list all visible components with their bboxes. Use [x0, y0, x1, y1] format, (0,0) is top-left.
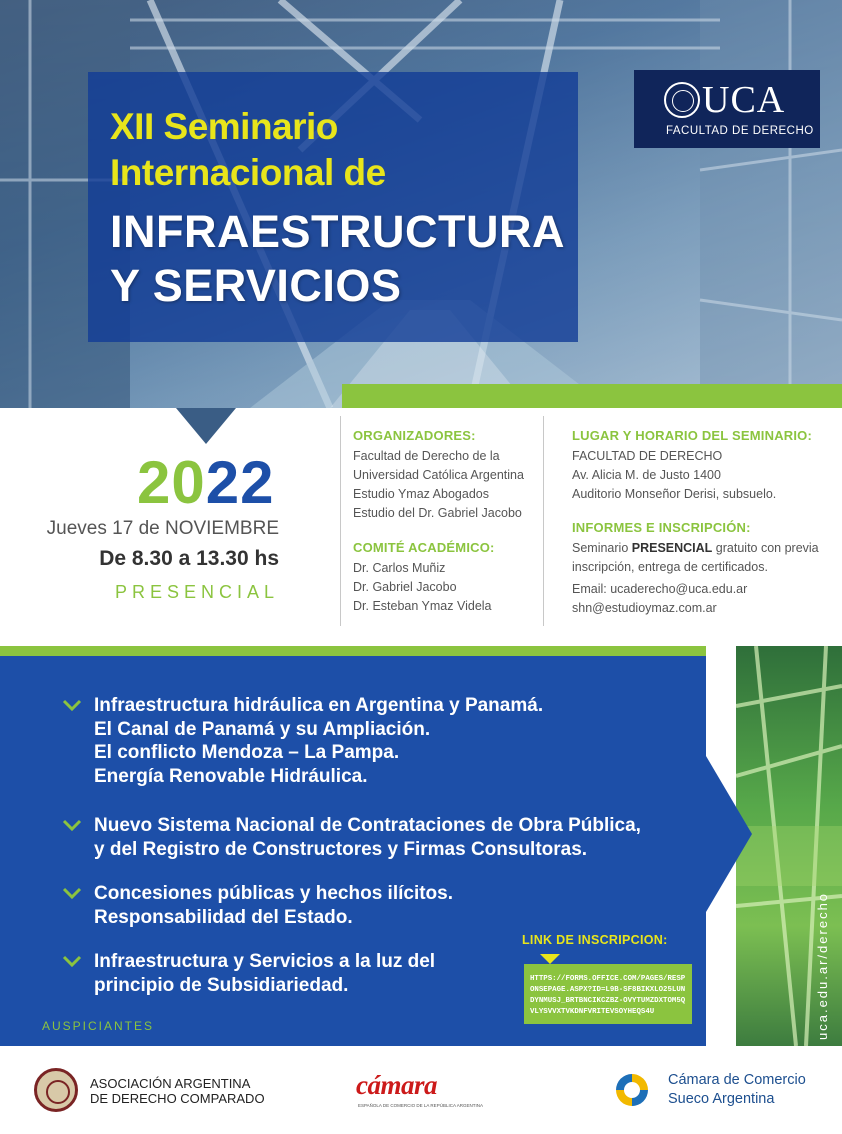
informes-line-2: inscripción, entrega de certificados.	[572, 560, 768, 574]
topic-line: Nuevo Sistema Nacional de Contrataciones de Obra Pública,	[94, 815, 641, 836]
event-mode: PRESENCIAL	[114, 582, 279, 602]
comite-member: Dr. Gabriel Jacobo	[353, 580, 457, 594]
lugar-heading: LUGAR Y HORARIO DEL SEMINARIO:	[572, 428, 813, 443]
organizador-line: Estudio Ymaz Abogados	[353, 487, 489, 501]
informes-block	[572, 520, 819, 618]
comite-member: Dr. Esteban Ymaz Videla	[353, 599, 492, 613]
sponsors-bar	[0, 1046, 842, 1134]
sueco-logo-icon	[612, 1070, 652, 1110]
lugar-line: Av. Alicia M. de Justo 1400	[572, 468, 721, 482]
lugar-line: Auditorio Monseñor Derisi, subsuelo.	[572, 487, 777, 501]
vertical-url: uca.edu.ar/derecho	[815, 891, 830, 1040]
title-box	[88, 72, 578, 342]
year-part-2: 22	[205, 449, 275, 516]
hero-banner	[0, 0, 842, 408]
sponsor-camara-subtitle: ESPAÑOLA DE COMERCIO DE LA REPÚBLICA ARGENTINA	[358, 1103, 483, 1108]
down-arrow-icon	[176, 408, 236, 444]
aadc-seal-icon	[34, 1068, 78, 1112]
topic-item	[62, 950, 435, 997]
informes-text: gratuito con previa	[712, 541, 819, 555]
registration-link[interactable]	[524, 964, 692, 1024]
sponsor-aadc-line-1: ASOCIACIÓN ARGENTINA	[90, 1076, 251, 1091]
sponsor-sueco-line-1: Cámara de Comercio	[668, 1072, 806, 1088]
sponsor-aadc-line-2: DE DERECHO COMPARADO	[90, 1091, 265, 1106]
informes-line-1	[572, 539, 819, 558]
topic-line: Energía Renovable Hidráulica.	[94, 765, 368, 787]
uca-logo	[634, 70, 820, 148]
informes-heading: INFORMES E INSCRIPCIÓN:	[572, 520, 751, 535]
lugar-block	[572, 428, 812, 504]
organizador-line: Estudio del Dr. Gabriel Jacobo	[353, 506, 522, 520]
organizador-line: Universidad Católica Argentina	[353, 468, 524, 482]
sponsor-camara-logo: cámara	[356, 1070, 437, 1100]
event-hours: De 8.30 a 13.30 hs	[99, 547, 279, 570]
comite-member: Dr. Carlos Muñiz	[353, 561, 446, 575]
lugar-line: FACULTAD DE DERECHO	[572, 449, 723, 463]
comite-heading: COMITÉ ACADÉMICO:	[353, 540, 495, 555]
title-line-3: INFRAESTRUCTURA	[110, 206, 565, 257]
green-accent-bar	[0, 646, 706, 656]
event-year	[137, 448, 275, 517]
topic-line: Responsabilidad del Estado.	[94, 906, 353, 928]
info-section	[0, 408, 842, 646]
organizadores-block	[353, 428, 524, 523]
topic-line: y del Registro de Constructores y Firmas Consultoras.	[94, 838, 588, 860]
uca-logo-subtitle: FACULTAD DE DERECHO	[666, 125, 814, 137]
topic-line: Infraestructura y Servicios a la luz del	[94, 951, 436, 972]
check-icon	[62, 814, 86, 861]
comite-block	[353, 540, 495, 616]
title-line-2: Internacional de	[110, 152, 386, 193]
organizadores-heading: ORGANIZADORES:	[353, 428, 476, 443]
right-arrow-icon	[706, 756, 752, 912]
link-title: LINK DE INSCRIPCION:	[522, 933, 668, 947]
link-arrow-icon	[540, 954, 560, 964]
email-link[interactable]: shn@estudioymaz.com.ar	[572, 601, 717, 615]
check-icon	[62, 882, 86, 929]
uca-logo-text: UCA	[702, 79, 786, 121]
check-icon	[62, 950, 86, 997]
title-line-4: Y SERVICIOS	[110, 260, 402, 311]
topic-line: principio de Subsidiariedad.	[94, 974, 349, 996]
registration-url[interactable]: HTTPS://FORMS.OFFICE.COM/PAGES/RESPONSEPAGE.ASPX?ID=L9B-SF8BIKXLO25LUNDYNMUSJ_BRTBNCIKCZBZ-OVYTUMZDXTOM5QVLYSVVXTVKDNFVRITEVSOYHEQS4U	[530, 975, 686, 1016]
informes-bold: PRESENCIAL	[631, 541, 713, 555]
title-line-1: XII Seminario	[110, 106, 338, 147]
topic-item	[62, 882, 453, 929]
email-link[interactable]: Email: ucaderecho@uca.edu.ar	[572, 582, 748, 596]
check-icon	[62, 694, 86, 788]
topic-line: Concesiones públicas y hechos ilícitos.	[94, 883, 453, 904]
topic-line: Infraestructura hidráulica en Argentina y Panamá.	[94, 695, 544, 716]
topic-line: El conflicto Mendoza – La Pampa.	[94, 742, 400, 763]
divider	[543, 416, 544, 626]
topics-section	[0, 656, 706, 1046]
topic-item	[62, 814, 641, 861]
informes-text: Seminario	[572, 541, 632, 555]
sponsor-sueco-line-2: Sueco Argentina	[668, 1091, 775, 1107]
divider	[340, 416, 341, 626]
uca-seal-icon	[664, 82, 700, 118]
green-accent-strip	[342, 384, 842, 408]
auspiciantes-label: AUSPICIANTES	[42, 1019, 155, 1033]
sponsor-sueco	[668, 1071, 806, 1109]
sponsor-aadc	[90, 1076, 265, 1106]
topic-line: El Canal de Panamá y su Ampliación.	[94, 718, 431, 740]
event-date: Jueves 17 de NOVIEMBRE	[46, 518, 279, 539]
year-part-1: 20	[137, 449, 206, 516]
organizador-line: Facultad de Derecho de la	[353, 449, 500, 463]
topic-item	[62, 694, 543, 788]
